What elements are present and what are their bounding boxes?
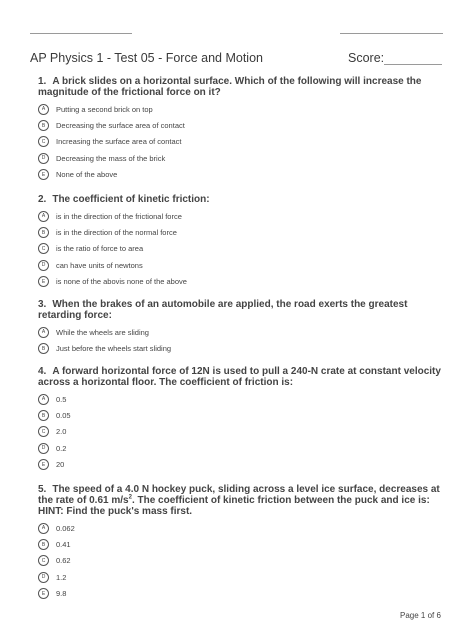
answer-option[interactable] xyxy=(38,150,446,166)
option-text: 1.2 xyxy=(56,572,67,582)
option-text: 2.0 xyxy=(56,427,67,437)
answer-option[interactable] xyxy=(38,324,446,340)
top-right-rule xyxy=(340,33,443,34)
answer-option[interactable] xyxy=(38,520,446,536)
question-text xyxy=(38,366,446,388)
answer-option[interactable] xyxy=(38,424,446,440)
option-text: 0.2 xyxy=(56,443,67,453)
option-text: 0.062 xyxy=(56,523,75,533)
option-bubble[interactable]: B xyxy=(38,410,49,421)
option-bubble[interactable]: A xyxy=(38,394,49,405)
question-number: 5. xyxy=(38,484,47,495)
question-prompt: A forward horizontal force of 12N is used to pull a 240-N crate at constant velocity across a horizontal floor. The coefficient of friction is: xyxy=(38,366,441,388)
question-text xyxy=(38,299,446,321)
answer-option[interactable] xyxy=(38,536,446,552)
question-prompt: A brick slides on a horizontal surface. Which of the following will increase the magnitude of the frictional force on it? xyxy=(38,76,422,98)
option-text: 0.62 xyxy=(56,556,71,566)
option-bubble[interactable]: A xyxy=(38,523,49,534)
test-title: AP Physics 1 - Test 05 - Force and Motion xyxy=(30,51,263,65)
question-number: 3. xyxy=(38,299,47,310)
option-bubble[interactable]: D xyxy=(38,443,49,454)
option-bubble[interactable]: B xyxy=(38,120,49,131)
option-bubble[interactable]: E xyxy=(38,459,49,470)
option-text: 0.5 xyxy=(56,394,67,404)
answer-option[interactable] xyxy=(38,569,446,585)
option-text: 20 xyxy=(56,460,65,470)
option-bubble[interactable]: D xyxy=(38,153,49,164)
option-text: 0.05 xyxy=(56,411,71,421)
answer-option[interactable] xyxy=(38,167,446,183)
answer-option[interactable] xyxy=(38,340,446,356)
option-bubble[interactable]: A xyxy=(38,327,49,338)
option-text: 9.8 xyxy=(56,589,67,599)
question-text xyxy=(38,194,446,205)
option-bubble[interactable]: D xyxy=(38,260,49,271)
question-number: 2. xyxy=(38,194,47,205)
answer-option[interactable] xyxy=(38,553,446,569)
answer-option[interactable] xyxy=(38,257,446,273)
answer-option[interactable] xyxy=(38,407,446,423)
question-3 xyxy=(38,299,446,357)
option-bubble[interactable]: E xyxy=(38,276,49,287)
answer-option[interactable] xyxy=(38,586,446,602)
question-1 xyxy=(38,76,446,183)
question-superscript: 2 xyxy=(128,494,132,501)
question-number: 4. xyxy=(38,366,47,377)
option-text: is in the direction of the frictional force xyxy=(56,211,182,221)
question-2 xyxy=(38,194,446,290)
answer-option[interactable] xyxy=(38,101,446,117)
score-blank-line xyxy=(384,64,442,65)
option-text: Just before the wheels start sliding xyxy=(56,344,172,354)
option-text: None of the above xyxy=(56,170,118,180)
answer-option[interactable] xyxy=(38,241,446,257)
answer-option[interactable] xyxy=(38,224,446,240)
option-bubble[interactable]: A xyxy=(38,211,49,222)
score-label: Score: xyxy=(348,51,385,65)
option-text: is in the direction of the normal force xyxy=(56,228,177,238)
option-text: Decreasing the mass of the brick xyxy=(56,153,166,163)
answer-option[interactable] xyxy=(38,440,446,456)
question-text xyxy=(38,484,446,517)
option-text: is none of the abovis none of the above xyxy=(56,277,187,287)
question-prompt-part-1: The speed of a 4.0 N hockey puck, sliding across a level ice surface, decreases at the rate of 0.61 m/s xyxy=(38,484,440,506)
option-bubble[interactable]: C xyxy=(38,426,49,437)
option-text: 0.41 xyxy=(56,540,71,550)
option-bubble[interactable]: B xyxy=(38,343,49,354)
option-text: Decreasing the surface area of contact xyxy=(56,121,185,131)
question-prompt-part-2: . The coefficient of kinetic friction between the puck and ice is: HINT: Find the puck's mass first. xyxy=(38,495,430,517)
top-left-rule xyxy=(30,33,132,34)
question-4 xyxy=(38,366,446,473)
option-bubble[interactable]: A xyxy=(38,104,49,115)
option-text: While the wheels are sliding xyxy=(56,327,149,337)
option-bubble[interactable]: C xyxy=(38,136,49,147)
option-bubble[interactable]: B xyxy=(38,227,49,238)
page-number: Page 1 of 6 xyxy=(400,611,441,620)
option-bubble[interactable]: C xyxy=(38,555,49,566)
option-bubble[interactable]: C xyxy=(38,243,49,254)
answer-option[interactable] xyxy=(38,117,446,133)
option-bubble[interactable]: D xyxy=(38,572,49,583)
answer-option[interactable] xyxy=(38,134,446,150)
question-5 xyxy=(38,484,446,602)
option-text: Putting a second brick on top xyxy=(56,104,153,114)
answer-option[interactable] xyxy=(38,457,446,473)
option-text: is the ratio of force to area xyxy=(56,244,144,254)
question-text xyxy=(38,76,446,98)
option-text: Increasing the surface area of contact xyxy=(56,137,182,147)
option-bubble[interactable]: E xyxy=(38,169,49,180)
option-bubble[interactable]: E xyxy=(38,588,49,599)
test-header xyxy=(30,51,444,69)
option-text: can have units of newtons xyxy=(56,260,143,270)
question-prompt: When the brakes of an automobile are applied, the road exerts the greatest retarding force: xyxy=(38,299,408,321)
answer-option[interactable] xyxy=(38,274,446,290)
option-bubble[interactable]: B xyxy=(38,539,49,550)
answer-option[interactable] xyxy=(38,208,446,224)
question-number: 1. xyxy=(38,76,47,87)
question-prompt: The coefficient of kinetic friction: xyxy=(52,194,210,205)
answer-option[interactable] xyxy=(38,391,446,407)
